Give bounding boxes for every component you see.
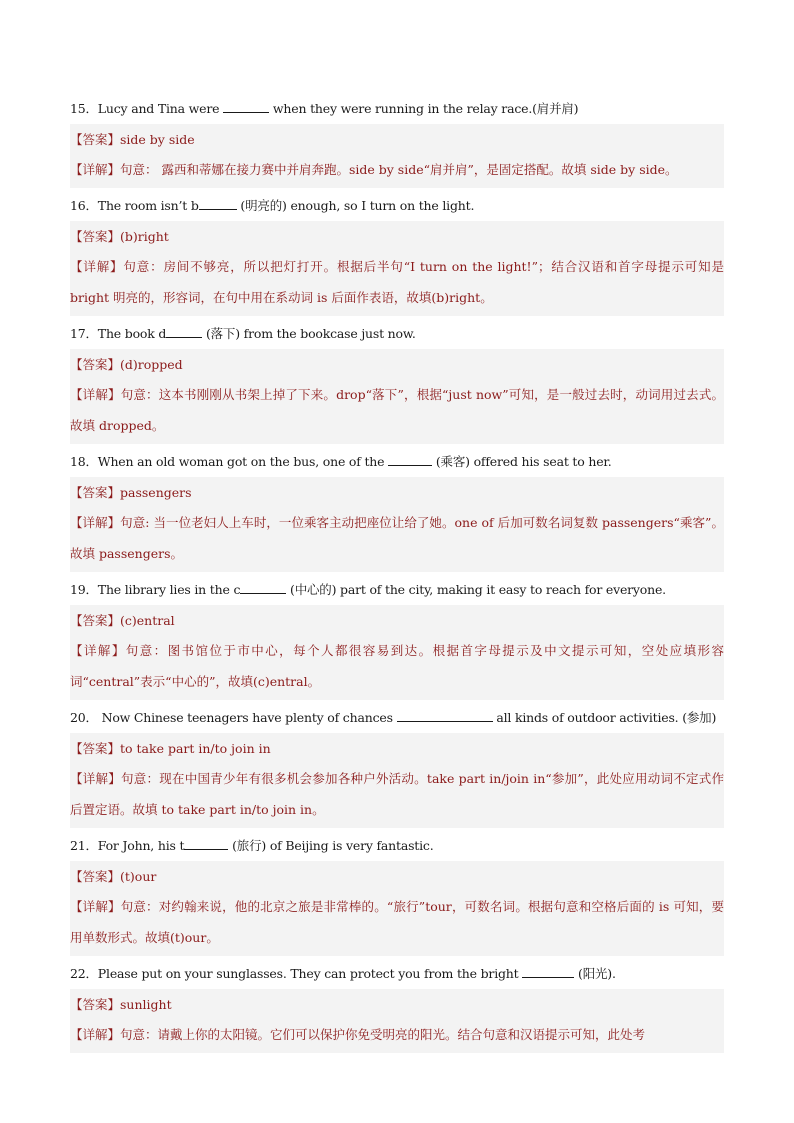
answer-text: (b)right xyxy=(120,229,169,244)
answer-text: (d)ropped xyxy=(120,357,183,372)
question-item xyxy=(70,450,724,572)
detail-text: 句意：这本书刚刚从书架上掉了下来。drop“落下”，根据“just now”可知，是一般过去时，动词用过去式。故填 dropped。 xyxy=(70,387,724,433)
answer-blank xyxy=(166,325,202,338)
answer-line xyxy=(70,479,724,507)
question-item xyxy=(70,962,724,1053)
detail-line xyxy=(70,507,724,569)
question-text xyxy=(70,834,724,861)
detail-line xyxy=(70,251,724,313)
question-prefix: 22．Please put on your sunglasses. They can protect you from the bright xyxy=(70,966,523,981)
answer-line xyxy=(70,607,724,635)
question-text xyxy=(70,97,724,124)
answer-text: passengers xyxy=(120,485,192,500)
detail-tag: 【详解】 xyxy=(70,899,121,914)
question-prefix: 16．The room isn’t b xyxy=(70,198,199,213)
answer-tag: 【答案】 xyxy=(70,869,121,884)
question-text xyxy=(70,194,724,221)
question-item xyxy=(70,834,724,956)
question-suffix: (落下) from the bookcase just now. xyxy=(202,326,416,341)
detail-text: 句意: 当一位老妇人上车时，一位乘客主动把座位让给了她。one of 后加可数名词复数 passengers“乘客”。故填 passengers。 xyxy=(70,515,724,561)
question-suffix: (乘客) offered his seat to her. xyxy=(432,454,612,469)
detail-line xyxy=(70,379,724,441)
question-prefix: 15．Lucy and Tina were xyxy=(70,101,224,116)
answer-blank xyxy=(388,453,432,466)
document-page xyxy=(70,97,724,1059)
answer-blank xyxy=(522,965,574,978)
answer-line xyxy=(70,735,724,763)
answer-tag: 【答案】 xyxy=(70,485,121,500)
answer-tag: 【答案】 xyxy=(70,741,121,756)
detail-tag: 【详解】 xyxy=(70,515,121,530)
answer-text: sunlight xyxy=(120,997,172,1012)
detail-tag: 【详解】 xyxy=(70,643,126,658)
question-prefix: 19．The library lies in the c xyxy=(70,582,241,597)
question-text xyxy=(70,450,724,477)
answer-line xyxy=(70,863,724,891)
question-item xyxy=(70,194,724,316)
detail-tag: 【详解】 xyxy=(70,259,124,274)
detail-text: 句意：房间不够亮，所以把灯打开。根据后半句“I turn on the light!”；结合汉语和首字母提示可知是 bright 明亮的，形容词，在句中用在系动词 is 后面作表语，故填(b)right。 xyxy=(70,259,724,305)
detail-tag: 【详解】 xyxy=(70,1027,121,1042)
answer-line xyxy=(70,223,724,251)
question-item xyxy=(70,706,724,828)
detail-line xyxy=(70,891,724,953)
detail-line xyxy=(70,763,724,825)
detail-text: 句意： 露西和蒂娜在接力赛中并肩奔跑。side by side“肩并肩”，是固定搭配。故填 side by side。 xyxy=(120,162,678,177)
detail-line xyxy=(70,635,724,697)
answer-box xyxy=(70,477,724,572)
question-text xyxy=(70,706,724,733)
answer-text: (t)our xyxy=(120,869,157,884)
answer-blank xyxy=(184,837,228,850)
question-prefix: 20． Now Chinese teenagers have plenty of chances xyxy=(70,710,397,725)
answer-blank xyxy=(223,100,269,113)
detail-line xyxy=(70,1019,724,1050)
answer-box xyxy=(70,861,724,956)
detail-tag: 【详解】 xyxy=(70,162,121,177)
question-item xyxy=(70,578,724,700)
detail-text: 句意：现在中国青少年有很多机会参加各种户外活动。take part in/join in“参加”，此处应用动词不定式作后置定语。故填 to take part in/to join in。 xyxy=(70,771,724,817)
answer-blank xyxy=(199,197,237,210)
answer-text: to take part in/to join in xyxy=(120,741,271,756)
question-prefix: 21．For John, his t xyxy=(70,838,185,853)
question-suffix: (明亮的) enough, so I turn on the light. xyxy=(236,198,475,213)
answer-box xyxy=(70,124,724,188)
question-text xyxy=(70,322,724,349)
question-suffix: all kinds of outdoor activities. (参加) xyxy=(492,710,717,725)
answer-line xyxy=(70,351,724,379)
detail-tag: 【详解】 xyxy=(70,387,121,402)
detail-text: 句意：请戴上你的太阳镜。它们可以保护你免受明亮的阳光。结合句意和汉语提示可知，此处考 xyxy=(120,1027,646,1042)
answer-blank xyxy=(240,581,286,594)
answer-tag: 【答案】 xyxy=(70,613,121,628)
answer-box xyxy=(70,221,724,316)
answer-tag: 【答案】 xyxy=(70,997,121,1012)
answer-box xyxy=(70,989,724,1053)
question-suffix: (中心的) part of the city, making it easy to reach for everyone. xyxy=(286,582,666,597)
answer-line xyxy=(70,126,724,154)
answer-box xyxy=(70,605,724,700)
question-text xyxy=(70,962,724,989)
question-prefix: 18．When an old woman got on the bus, one of the xyxy=(70,454,389,469)
answer-box xyxy=(70,733,724,828)
question-suffix: when they were running in the relay race.(肩并肩) xyxy=(269,101,579,116)
question-suffix: (阳光). xyxy=(574,966,616,981)
question-prefix: 17．The book d xyxy=(70,326,167,341)
answer-box xyxy=(70,349,724,444)
detail-text: 句意：图书馆位于市中心，每个人都很容易到达。根据首字母提示及中文提示可知，空处应填形容词“central”表示“中心的”，故填(c)entral。 xyxy=(70,643,724,689)
question-text xyxy=(70,578,724,605)
answer-tag: 【答案】 xyxy=(70,132,121,147)
detail-text: 句意：对约翰来说，他的北京之旅是非常棒的。“旅行”tour，可数名词。根据句意和空格后面的 is 可知，要用单数形式。故填(t)our。 xyxy=(70,899,724,945)
answer-tag: 【答案】 xyxy=(70,357,121,372)
question-item xyxy=(70,97,724,188)
answer-text: (c)entral xyxy=(120,613,175,628)
detail-tag: 【详解】 xyxy=(70,771,121,786)
question-suffix: (旅行) of Beijing is very fantastic. xyxy=(228,838,434,853)
question-item xyxy=(70,322,724,444)
detail-line xyxy=(70,154,724,185)
answer-blank xyxy=(397,709,493,722)
answer-text: side by side xyxy=(120,132,195,147)
answer-line xyxy=(70,991,724,1019)
answer-tag: 【答案】 xyxy=(70,229,121,244)
